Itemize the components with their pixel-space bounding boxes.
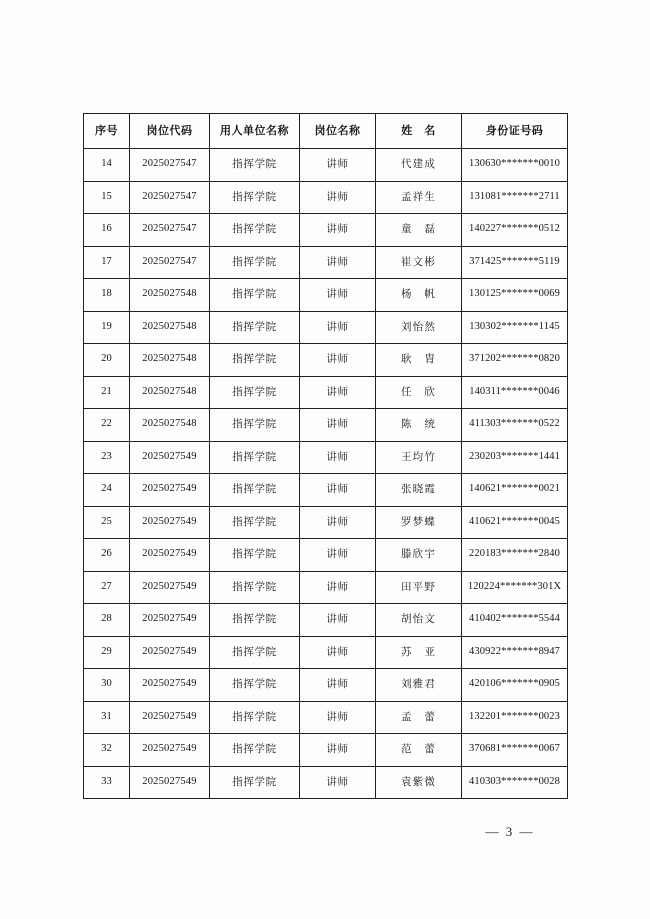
cell-id-number: 131081*******2711 xyxy=(462,181,568,214)
cell-index: 33 xyxy=(84,766,130,799)
table-row xyxy=(84,766,568,799)
cell-employer: 指挥学院 xyxy=(210,474,300,507)
column-header-name: 姓 名 xyxy=(376,114,462,149)
cell-id-number: 410621*******0045 xyxy=(462,506,568,539)
cell-index: 28 xyxy=(84,604,130,637)
cell-id-number: 140621*******0021 xyxy=(462,474,568,507)
cell-employer: 指挥学院 xyxy=(210,734,300,767)
cell-post-name: 讲师 xyxy=(300,636,376,669)
cell-post-name: 讲师 xyxy=(300,506,376,539)
table-row xyxy=(84,246,568,279)
cell-employer: 指挥学院 xyxy=(210,766,300,799)
cell-id-number: 220183*******2840 xyxy=(462,539,568,572)
table-row xyxy=(84,636,568,669)
cell-index: 30 xyxy=(84,669,130,702)
cell-post-code: 2025027549 xyxy=(130,441,210,474)
cell-post-code: 2025027548 xyxy=(130,376,210,409)
table-header xyxy=(84,114,568,149)
cell-index: 15 xyxy=(84,181,130,214)
cell-index: 24 xyxy=(84,474,130,507)
column-header-post-code: 岗位代码 xyxy=(130,114,210,149)
table-row xyxy=(84,214,568,247)
cell-post-code: 2025027549 xyxy=(130,604,210,637)
table-row xyxy=(84,734,568,767)
cell-id-number: 370681*******0067 xyxy=(462,734,568,767)
cell-name: 童 磊 xyxy=(376,214,462,247)
cell-index: 20 xyxy=(84,344,130,377)
cell-post-code: 2025027549 xyxy=(130,669,210,702)
cell-name: 刘怡然 xyxy=(376,311,462,344)
table-body xyxy=(84,149,568,799)
column-header-id-number: 身份证号码 xyxy=(462,114,568,149)
cell-post-code: 2025027549 xyxy=(130,701,210,734)
cell-index: 17 xyxy=(84,246,130,279)
cell-employer: 指挥学院 xyxy=(210,669,300,702)
cell-post-name: 讲师 xyxy=(300,766,376,799)
cell-name: 范 蕾 xyxy=(376,734,462,767)
cell-name: 孟 蕾 xyxy=(376,701,462,734)
cell-employer: 指挥学院 xyxy=(210,181,300,214)
cell-post-code: 2025027547 xyxy=(130,181,210,214)
cell-name: 刘雅君 xyxy=(376,669,462,702)
cell-post-name: 讲师 xyxy=(300,311,376,344)
roster-table xyxy=(83,113,568,799)
table-row xyxy=(84,571,568,604)
cell-name: 王均竹 xyxy=(376,441,462,474)
cell-name: 崔文彬 xyxy=(376,246,462,279)
cell-post-name: 讲师 xyxy=(300,701,376,734)
cell-post-code: 2025027549 xyxy=(130,506,210,539)
table-row xyxy=(84,311,568,344)
cell-post-code: 2025027548 xyxy=(130,311,210,344)
table-row xyxy=(84,474,568,507)
table-row xyxy=(84,344,568,377)
cell-id-number: 410402*******5544 xyxy=(462,604,568,637)
cell-post-name: 讲师 xyxy=(300,441,376,474)
roster-table-container xyxy=(83,113,567,799)
cell-employer: 指挥学院 xyxy=(210,344,300,377)
cell-post-code: 2025027549 xyxy=(130,734,210,767)
cell-id-number: 371202*******0820 xyxy=(462,344,568,377)
cell-employer: 指挥学院 xyxy=(210,246,300,279)
cell-employer: 指挥学院 xyxy=(210,539,300,572)
cell-post-name: 讲师 xyxy=(300,474,376,507)
cell-post-code: 2025027549 xyxy=(130,474,210,507)
cell-name: 胡怡文 xyxy=(376,604,462,637)
cell-employer: 指挥学院 xyxy=(210,701,300,734)
cell-post-code: 2025027547 xyxy=(130,149,210,182)
cell-post-name: 讲师 xyxy=(300,734,376,767)
cell-post-name: 讲师 xyxy=(300,669,376,702)
cell-post-name: 讲师 xyxy=(300,604,376,637)
table-row xyxy=(84,376,568,409)
cell-employer: 指挥学院 xyxy=(210,311,300,344)
cell-name: 任 欣 xyxy=(376,376,462,409)
cell-index: 29 xyxy=(84,636,130,669)
table-row xyxy=(84,701,568,734)
cell-index: 22 xyxy=(84,409,130,442)
table-row xyxy=(84,409,568,442)
cell-index: 23 xyxy=(84,441,130,474)
cell-id-number: 411303*******0522 xyxy=(462,409,568,442)
cell-id-number: 130630*******0010 xyxy=(462,149,568,182)
cell-post-name: 讲师 xyxy=(300,149,376,182)
cell-employer: 指挥学院 xyxy=(210,441,300,474)
cell-index: 18 xyxy=(84,279,130,312)
cell-name: 孟祥生 xyxy=(376,181,462,214)
cell-employer: 指挥学院 xyxy=(210,214,300,247)
cell-employer: 指挥学院 xyxy=(210,376,300,409)
page-number-label: — 3 — xyxy=(485,824,535,839)
cell-employer: 指挥学院 xyxy=(210,506,300,539)
cell-employer: 指挥学院 xyxy=(210,636,300,669)
cell-post-name: 讲师 xyxy=(300,246,376,279)
table-row xyxy=(84,539,568,572)
cell-name: 田平野 xyxy=(376,571,462,604)
cell-name: 滕欣宇 xyxy=(376,539,462,572)
cell-post-name: 讲师 xyxy=(300,279,376,312)
cell-post-code: 2025027547 xyxy=(130,214,210,247)
cell-id-number: 430922*******8947 xyxy=(462,636,568,669)
cell-id-number: 230203*******1441 xyxy=(462,441,568,474)
cell-employer: 指挥学院 xyxy=(210,279,300,312)
table-header-row xyxy=(84,114,568,149)
cell-name: 耿 胄 xyxy=(376,344,462,377)
table-row xyxy=(84,441,568,474)
cell-name: 杨 帆 xyxy=(376,279,462,312)
page-footer xyxy=(0,824,650,840)
cell-name: 陈 统 xyxy=(376,409,462,442)
cell-post-name: 讲师 xyxy=(300,409,376,442)
table-row xyxy=(84,181,568,214)
table-row xyxy=(84,604,568,637)
cell-id-number: 120224*******301X xyxy=(462,571,568,604)
cell-employer: 指挥学院 xyxy=(210,604,300,637)
cell-post-name: 讲师 xyxy=(300,344,376,377)
cell-id-number: 130125*******0069 xyxy=(462,279,568,312)
cell-index: 32 xyxy=(84,734,130,767)
cell-index: 31 xyxy=(84,701,130,734)
cell-index: 14 xyxy=(84,149,130,182)
cell-post-code: 2025027548 xyxy=(130,344,210,377)
cell-employer: 指挥学院 xyxy=(210,149,300,182)
column-header-employer: 用人单位名称 xyxy=(210,114,300,149)
cell-index: 16 xyxy=(84,214,130,247)
cell-id-number: 410303*******0028 xyxy=(462,766,568,799)
table-row xyxy=(84,506,568,539)
cell-post-code: 2025027549 xyxy=(130,766,210,799)
table-row xyxy=(84,149,568,182)
cell-post-name: 讲师 xyxy=(300,376,376,409)
cell-index: 19 xyxy=(84,311,130,344)
cell-index: 25 xyxy=(84,506,130,539)
cell-post-name: 讲师 xyxy=(300,214,376,247)
cell-id-number: 132201*******0023 xyxy=(462,701,568,734)
cell-post-code: 2025027548 xyxy=(130,409,210,442)
cell-post-name: 讲师 xyxy=(300,571,376,604)
cell-post-code: 2025027549 xyxy=(130,636,210,669)
cell-post-name: 讲师 xyxy=(300,181,376,214)
cell-id-number: 371425*******5119 xyxy=(462,246,568,279)
cell-index: 21 xyxy=(84,376,130,409)
cell-name: 罗梦蝶 xyxy=(376,506,462,539)
cell-post-code: 2025027547 xyxy=(130,246,210,279)
cell-name: 张晓霞 xyxy=(376,474,462,507)
table-row xyxy=(84,669,568,702)
column-header-post-name: 岗位名称 xyxy=(300,114,376,149)
cell-id-number: 130302*******1145 xyxy=(462,311,568,344)
cell-post-code: 2025027548 xyxy=(130,279,210,312)
table-row xyxy=(84,279,568,312)
cell-name: 袁紫微 xyxy=(376,766,462,799)
cell-post-name: 讲师 xyxy=(300,539,376,572)
cell-name: 苏 亚 xyxy=(376,636,462,669)
cell-name: 代建成 xyxy=(376,149,462,182)
column-header-index: 序号 xyxy=(84,114,130,149)
cell-index: 27 xyxy=(84,571,130,604)
cell-id-number: 140311*******0046 xyxy=(462,376,568,409)
cell-id-number: 420106*******0905 xyxy=(462,669,568,702)
cell-id-number: 140227*******0512 xyxy=(462,214,568,247)
cell-employer: 指挥学院 xyxy=(210,409,300,442)
cell-post-code: 2025027549 xyxy=(130,571,210,604)
cell-employer: 指挥学院 xyxy=(210,571,300,604)
cell-post-code: 2025027549 xyxy=(130,539,210,572)
cell-index: 26 xyxy=(84,539,130,572)
